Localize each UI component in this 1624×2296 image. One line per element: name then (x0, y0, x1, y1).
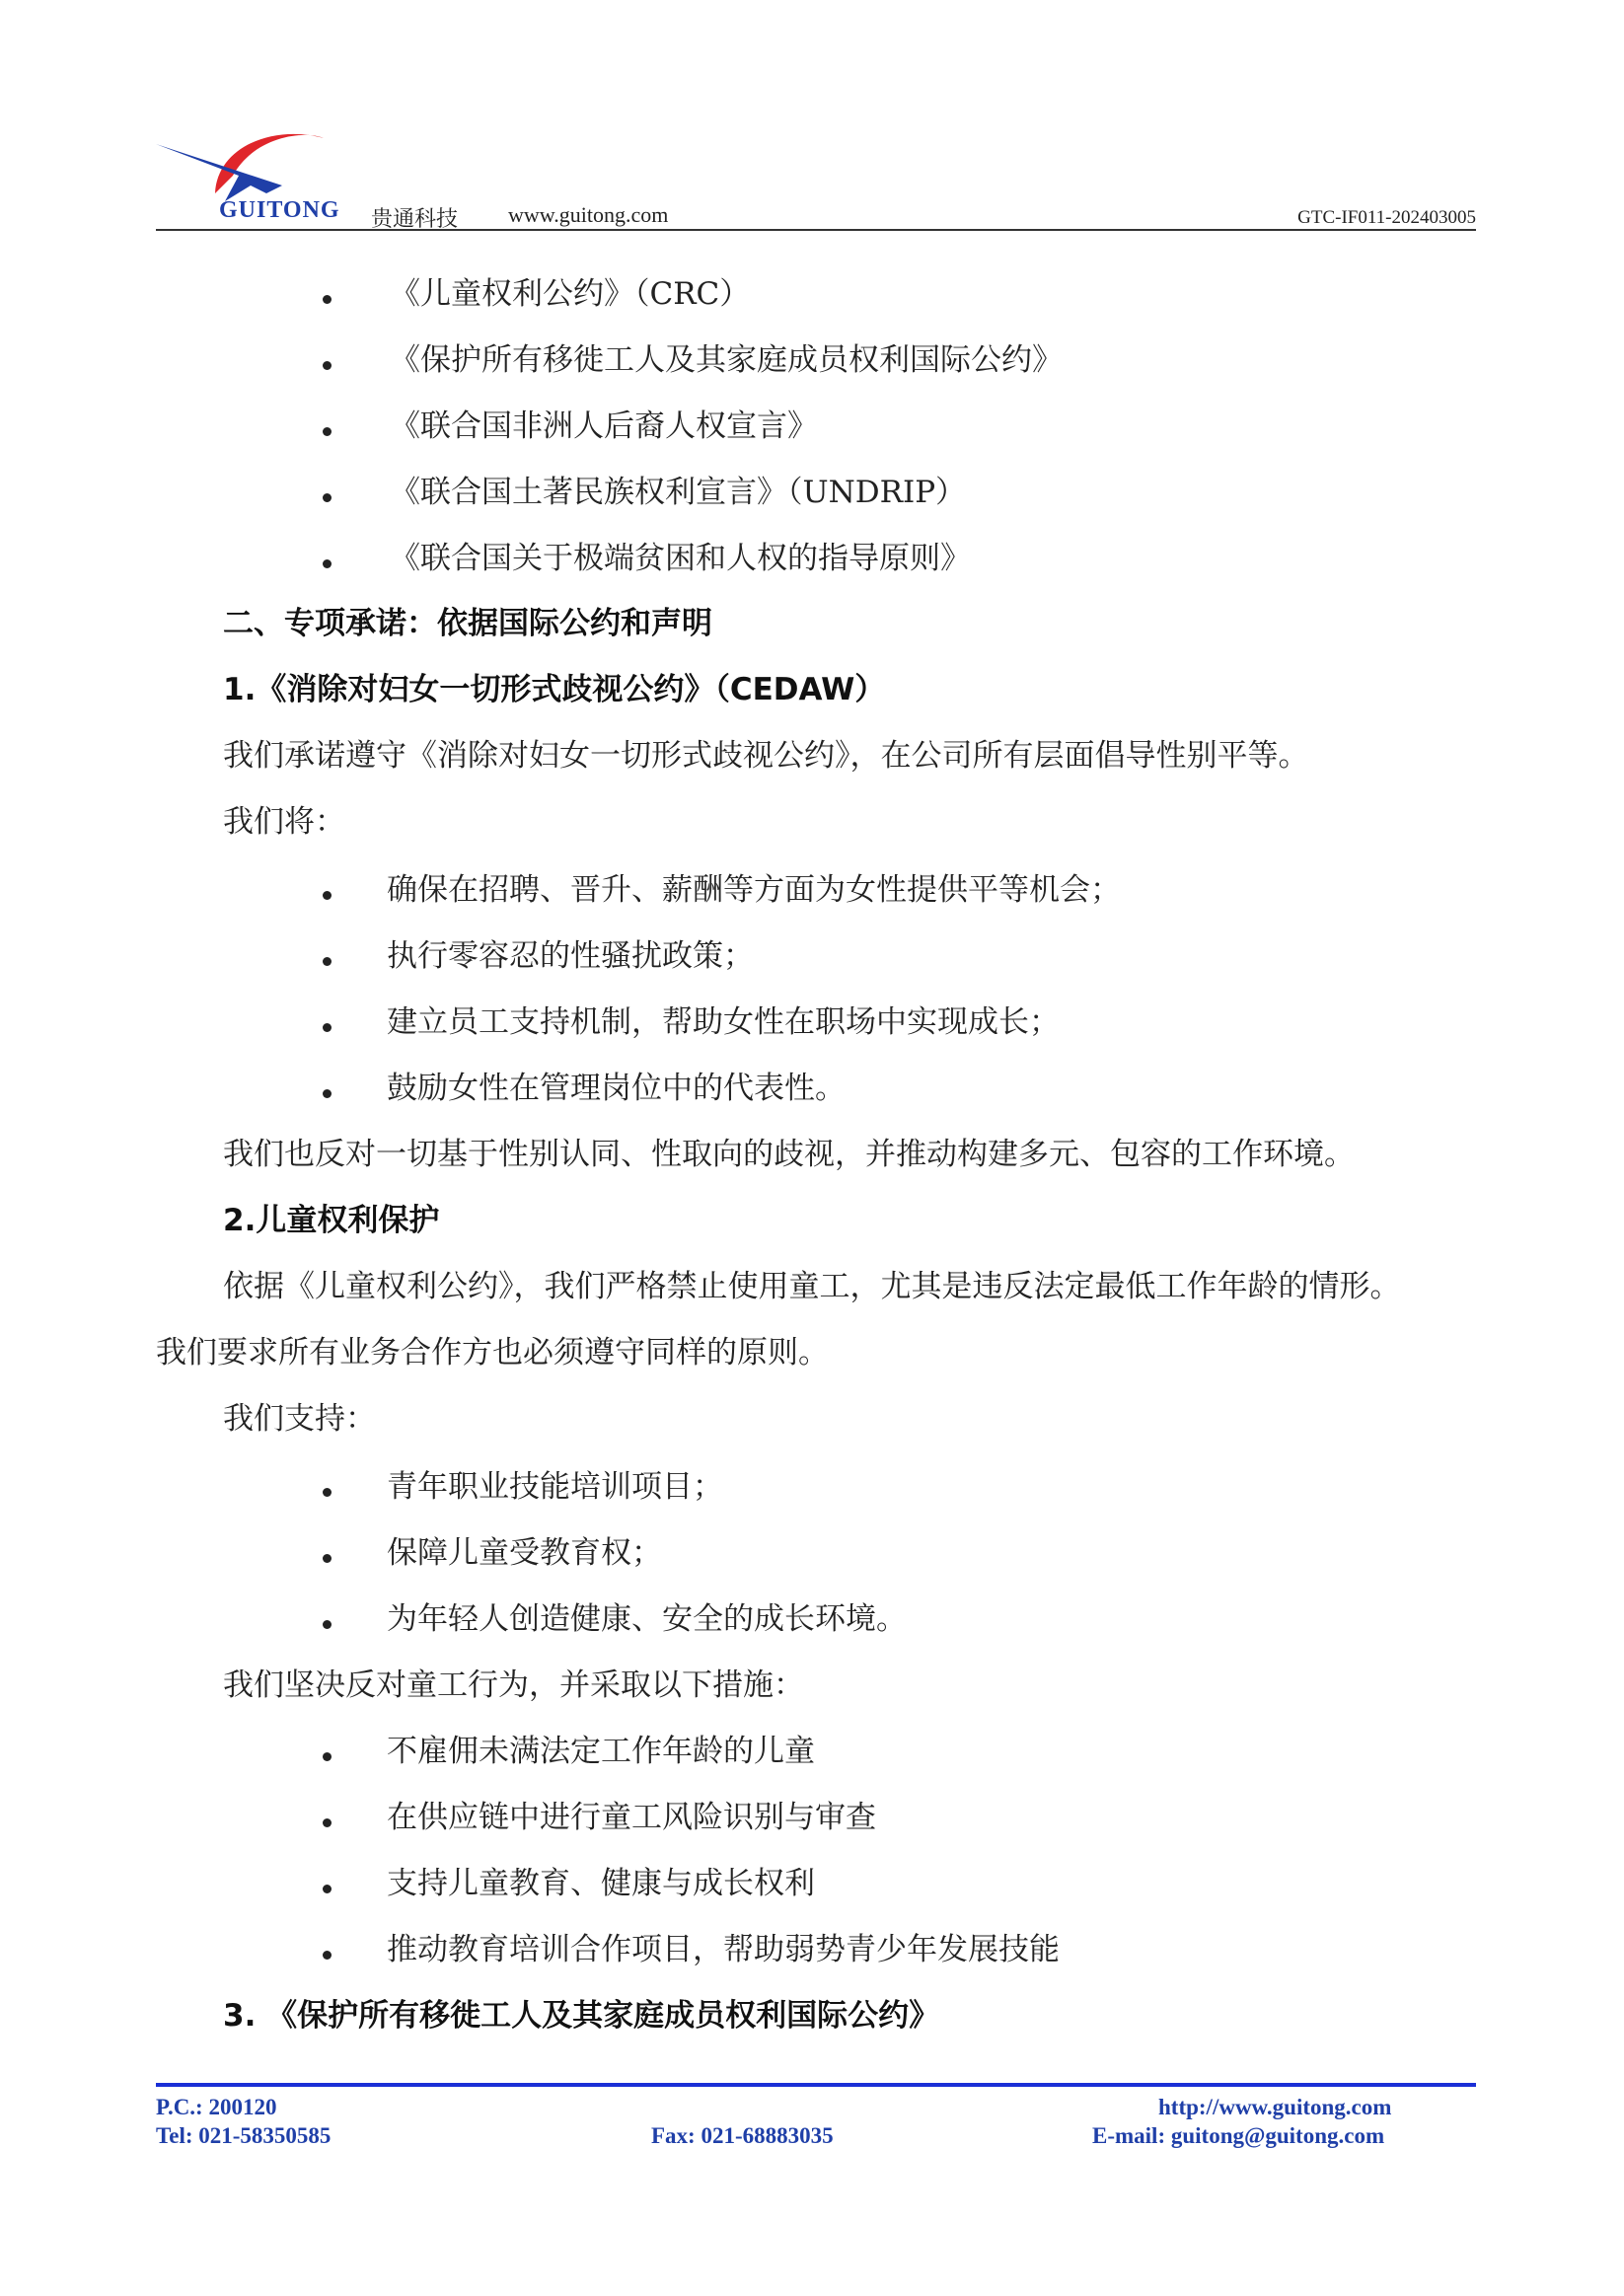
bullet-icon (323, 1951, 332, 1960)
list-item: 《儿童权利公约》（CRC） (390, 276, 751, 312)
bullet-icon (323, 891, 332, 900)
subsection-heading-child: 2.儿童权利保护 (223, 1203, 440, 1238)
paragraph: 我们支持： (223, 1401, 376, 1437)
bullet-icon (323, 1818, 332, 1827)
bullet-icon (323, 559, 332, 568)
list-item: 《联合国非洲人后裔人权宣言》 (390, 408, 818, 444)
subsection-heading-cedaw: 1.《消除对妇女一切形式歧视公约》（CEDAW） (223, 672, 886, 707)
list-item: 不雇佣未满法定工作年龄的儿童 (387, 1734, 815, 1769)
list-item: 青年职业技能培训项目； (387, 1469, 723, 1505)
bullet-icon (323, 361, 332, 370)
document-code: GTC-IF011-202403005 (1297, 207, 1476, 228)
list-item: 保障儿童受教育权； (387, 1535, 662, 1571)
list-item: 推动教育培训合作项目，帮助弱势青少年发展技能 (387, 1932, 1060, 1967)
paragraph: 依据《儿童权利公约》，我们严格禁止使用童工，尤其是违反法定最低工作年龄的情形。 (223, 1269, 1401, 1304)
section-heading: 二、专项承诺：依据国际公约和声明 (223, 606, 712, 641)
list-item: 《联合国土著民族权利宣言》（UNDRIP） (390, 475, 967, 510)
paragraph: 我们也反对一切基于性别认同、性取向的歧视，并推动构建多元、包容的工作环境。 (223, 1137, 1355, 1172)
footer-telephone: Tel: 021-58350585 (156, 2123, 332, 2148)
bullet-icon (323, 1023, 332, 1032)
list-item: 为年轻人创造健康、安全的成长环境。 (387, 1601, 907, 1637)
logo-text: GUITONG (219, 197, 340, 223)
footer-fax: Fax: 021-68883035 (651, 2123, 834, 2148)
bullet-icon (323, 1885, 332, 1893)
bullet-icon (323, 1089, 332, 1098)
list-item: 《保护所有移徙工人及其家庭成员权利国际公约》 (390, 342, 1063, 378)
company-name: 贵通科技 (371, 207, 459, 232)
footer-url[interactable]: http://www.guitong.com (1158, 2095, 1392, 2119)
bullet-icon (323, 493, 332, 502)
subsection-heading-migrant: 3. 《保护所有移徙工人及其家庭成员权利国际公约》 (223, 1998, 940, 2034)
list-item: 在供应链中进行童工风险识别与审查 (387, 1800, 876, 1835)
list-item: 执行零容忍的性骚扰政策； (387, 938, 754, 974)
list-item: 确保在招聘、晋升、薪酬等方面为女性提供平等机会； (387, 872, 1121, 908)
header-website: www.guitong.com (508, 202, 669, 227)
list-item: 建立员工支持机制，帮助女性在职场中实现成长； (387, 1004, 1060, 1040)
bullet-icon (323, 1752, 332, 1761)
list-item: 支持儿童教育、健康与成长权利 (387, 1866, 815, 1901)
list-item: 《联合国关于极端贫困和人权的指导原则》 (390, 541, 971, 576)
bullet-icon (323, 295, 332, 304)
list-item: 鼓励女性在管理岗位中的代表性。 (387, 1071, 846, 1106)
paragraph: 我们坚决反对童工行为，并采取以下措施： (223, 1667, 804, 1703)
paragraph: 我们将： (223, 804, 345, 840)
footer-divider (156, 2083, 1476, 2087)
header-divider (156, 229, 1476, 231)
footer-postcode: P.C.: 200120 (156, 2095, 277, 2119)
bullet-icon (323, 1620, 332, 1629)
footer-email[interactable]: E-mail: guitong@guitong.com (1092, 2123, 1385, 2148)
bullet-icon (323, 427, 332, 436)
paragraph: 我们承诺遵守《消除对妇女一切形式歧视公约》，在公司所有层面倡导性别平等。 (223, 738, 1309, 774)
bullet-icon (323, 957, 332, 966)
paragraph: 我们要求所有业务合作方也必须遵守同样的原则。 (156, 1335, 829, 1370)
bullet-icon (323, 1554, 332, 1563)
bullet-icon (323, 1488, 332, 1497)
